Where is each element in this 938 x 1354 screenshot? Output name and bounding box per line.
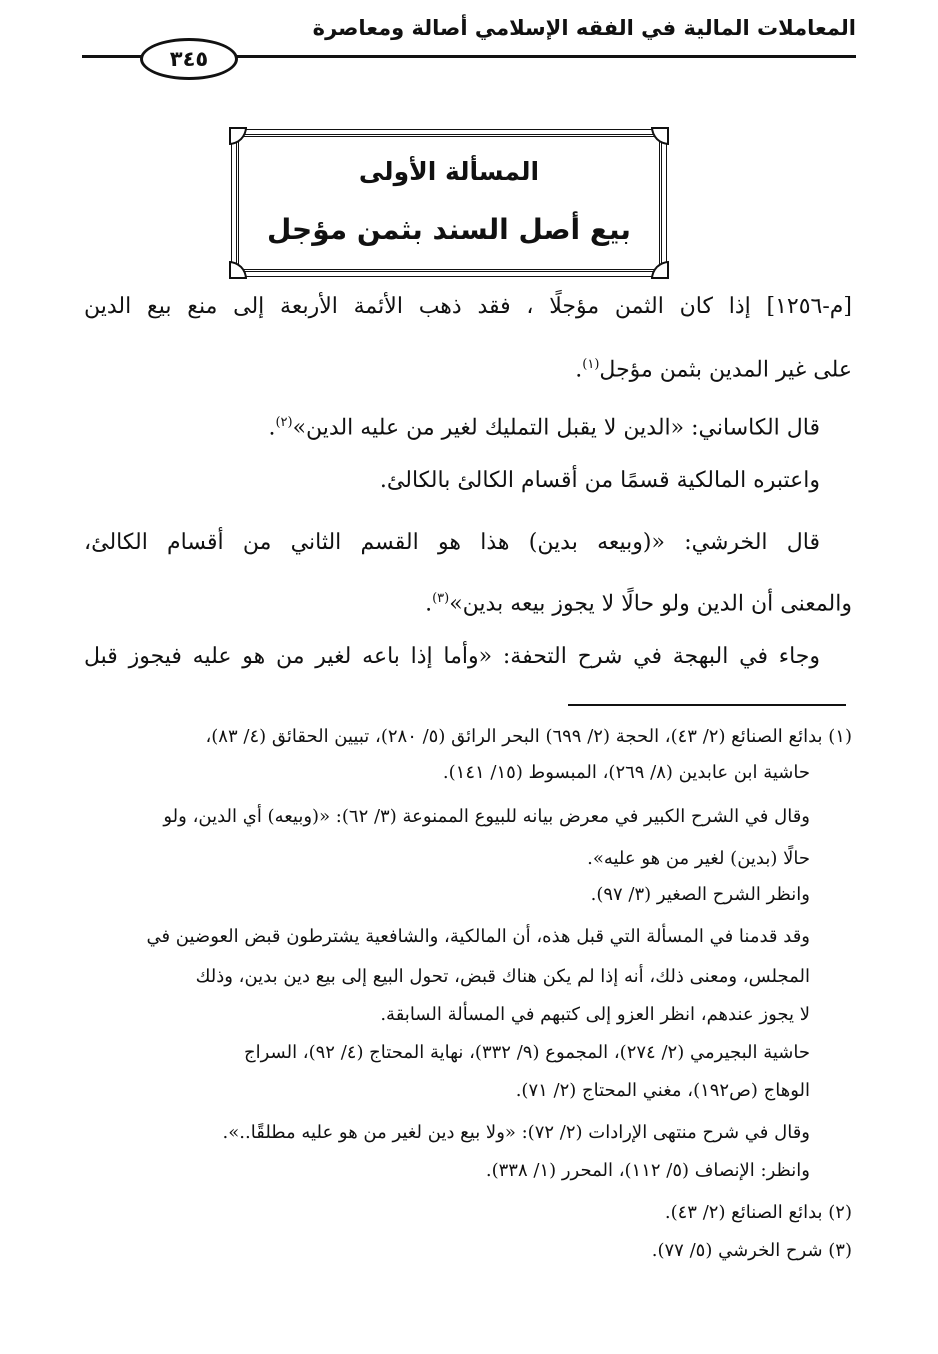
footnote-line: وانظر: الإنصاف (٥/ ١١٢)، المحرر (١/ ٣٣٨). xyxy=(485,1160,810,1181)
footnote-line: حالًا (بدين) لغير من هو عليه». xyxy=(587,848,810,869)
running-title: المعاملات المالية في الفقه الإسلامي أصالة ومعاصرة xyxy=(312,16,856,40)
footnote-separator xyxy=(568,704,846,706)
footnote-line: وانظر الشرح الصغير (٣/ ٩٧). xyxy=(590,884,810,905)
footnote-line: حاشية ابن عابدين (٨/ ٢٦٩)، المبسوط (١٥/ ١٤١). xyxy=(442,762,810,783)
frame-corner-ornament xyxy=(651,261,669,279)
body-line: قال الكاساني: «الدين لا يقبل التمليك لغير من عليه الدين»$^{(٢)}$. xyxy=(268,415,820,441)
section-subheading: بيع أصل السند بثمن مؤجل xyxy=(267,213,631,246)
section-heading: المسألة الأولى xyxy=(358,157,540,186)
footnote-ref: (١) xyxy=(582,357,600,372)
footnote-line: وقد قدمنا في المسألة التي قبل هذه، أن المالكية، والشافعية يشترطون قبض العوضين في xyxy=(146,926,810,947)
footnote-line: (١) بدائع الصنائع (٢/ ٤٣)، الحجة (٢/ ٦٩٩) البحر الرائق (٥/ ٢٨٠)، تبيين الحقائق (٤/ ٨٣)، xyxy=(205,726,852,747)
body-line: واعتبره المالكية قسمًا من أقسام الكالئ بالكالئ. xyxy=(379,468,820,493)
footnote-ref: (٢) xyxy=(275,415,293,430)
frame-corner-ornament xyxy=(229,261,247,279)
footnote-ref: (٣) xyxy=(432,591,450,606)
footnote-line: (٢) بدائع الصنائع (٢/ ٤٣). xyxy=(664,1202,852,1223)
footnote-line: وقال في شرح منتهى الإرادات (٢/ ٧٢): «ولا بيع دين لغير من هو عليه مطلقًا..». xyxy=(222,1122,810,1143)
frame-corner-ornament xyxy=(651,127,669,145)
footnote-line: وقال في الشرح الكبير في معرض بيانه للبيوع الممنوعة (٣/ ٦٢): «(وبيعه) أي الدين، ولو xyxy=(163,806,810,827)
body-line: وجاء في البهجة في شرح التحفة: «وأما إذا باعه لغير من هو عليه فيجوز قبل xyxy=(84,644,820,669)
body-line: قال الخرشي: «(وبيعه بدين) هذا هو القسم الثاني من أقسام الكالئ، xyxy=(84,530,820,555)
section-title-frame xyxy=(236,134,662,272)
footnote-line: الوهاج (ص١٩٢)، مغني المحتاج (٢/ ٧١). xyxy=(515,1080,810,1101)
body-line: [م-١٢٥٦] إذا كان الثمن مؤجلًا ، فقد ذهب الأئمة الأربعة إلى منع بيع الدين xyxy=(84,294,852,319)
footnote-line: لا يجوز عندهم، انظر العزو إلى كتبهم في المسألة السابقة. xyxy=(380,1004,810,1025)
page-number: ٣٤٥ xyxy=(140,38,238,80)
footnote-line: المجلس، ومعنى ذلك، أنه إذا لم يكن هناك قبض، تحول البيع إلى بيع دين بدين، وذلك xyxy=(195,966,810,987)
frame-corner-ornament xyxy=(229,127,247,145)
footnote-line: حاشية البجيرمي (٢/ ٢٧٤)، المجموع (٩/ ٣٣٢)، نهاية المحتاج (٤/ ٩٢)، السراج xyxy=(243,1042,810,1063)
footnote-line: (٣) شرح الخرشي (٥/ ٧٧). xyxy=(651,1240,852,1261)
body-line: والمعنى أن الدين ولو حالًا لا يجوز بيعه بدين»$^{(٣)}$. xyxy=(425,591,852,617)
body-line: على غير المدين بثمن مؤجل$^{(١)}$. xyxy=(575,357,852,383)
